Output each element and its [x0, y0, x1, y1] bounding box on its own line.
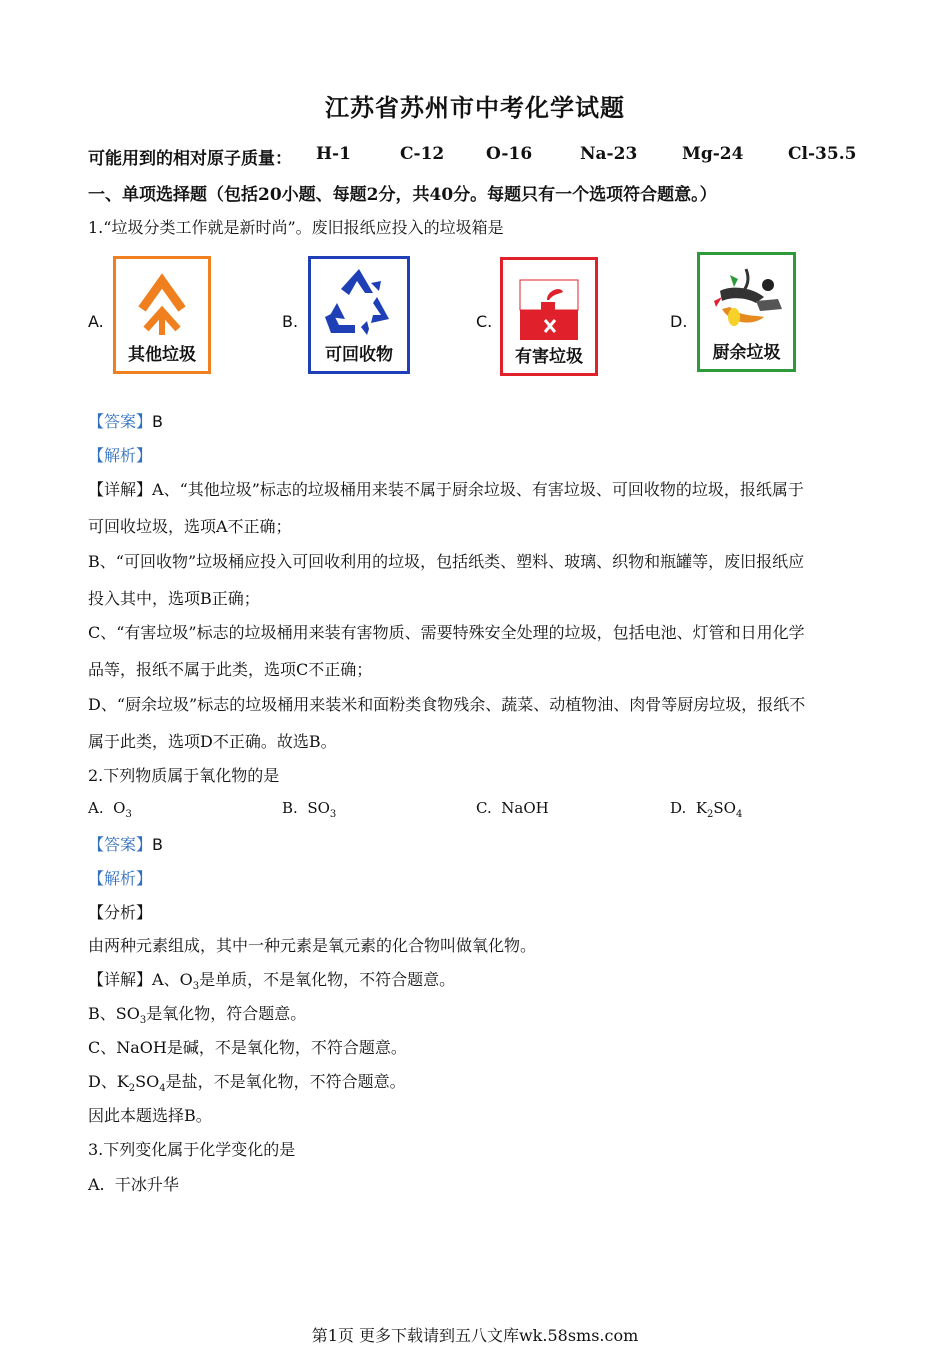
q1-option-a-letter: A. [88, 312, 104, 331]
q2-detail-line-d: D、$K_2SO_4$是盐，不是氧化物，不符合题意。 [88, 1072, 406, 1094]
section-heading: 一、单项选择题（包括20小题、每题2分，共40分。每题只有一个选项符合题意。） [88, 185, 717, 205]
q1-stem: 1.“垃圾分类工作就是新时尚”。废旧报纸应投入的垃圾箱是 [88, 218, 504, 237]
q2-option-b: B. $SO_3$ [282, 799, 337, 820]
q2-stem: 2.下列物质属于氧化物的是 [88, 766, 280, 785]
q1-detail-label: 【详解】 [88, 480, 153, 499]
q1-option-c-label: 有害垃圾 [515, 347, 583, 367]
q1-detail-line-7: D、“厨余垃圾”标志的垃圾桶用来装米和面粉类食物残余、蔬菜、动植物油、肉骨等厨房垃圾，报纸不 [88, 695, 806, 714]
q2-answer-value: B [152, 835, 163, 854]
atomic-mass-cl: Cl-35.5 [788, 144, 857, 164]
q1-detail-line-5: C、“有害垃圾”标志的垃圾桶用来装有害物质、需要特殊安全处理的垃圾，包括电池、灯管和日用化学 [88, 623, 805, 642]
q2-analysis-label: 【解析】 [88, 869, 153, 888]
q1-option-d-sign [697, 252, 796, 372]
q1-detail-line-8: 属于此类，选项D不正确。故选B。 [88, 732, 337, 751]
q3-option-a: A. 干冰升华 [88, 1175, 179, 1194]
page-title: 江苏省苏州市中考化学试题 [325, 93, 625, 122]
q1-option-c-sign [500, 257, 598, 376]
q1-option-b-letter: B. [282, 312, 299, 331]
hazardous-waste-icon [503, 264, 595, 346]
q2-fenxi-label: 【分析】 [88, 903, 153, 922]
q1-answer-value: B [152, 412, 163, 431]
q1-answer [88, 409, 163, 432]
q2-option-c: C. NaOH [476, 799, 549, 817]
q1-detail-line-3: B、“可回收物”垃圾桶应投入可回收利用的垃圾，包括纸类、塑料、玻璃、织物和瓶罐等，废旧报纸应 [88, 552, 805, 571]
q1-option-d-label: 厨余垃圾 [712, 343, 781, 363]
other-waste-icon [116, 263, 208, 343]
page-footer: 第1页 更多下载请到五八文库wk.58sms.com [311, 1326, 639, 1345]
q1-option-b-label: 可回收物 [325, 345, 393, 365]
q2-option-a: A. $O_3$ [88, 799, 132, 820]
q1-option-c-letter: C. [476, 312, 493, 331]
q1-option-b-sign [308, 256, 410, 374]
q1-option-a-label: 其他垃圾 [128, 345, 196, 365]
q2-conclusion: 因此本题选择B。 [88, 1106, 212, 1125]
atomic-mass-h: H-1 [316, 144, 351, 164]
q2-detail-line-a: 【详解】A、$O_3$是单质，不是氧化物，不符合题意。 [88, 970, 456, 992]
atomic-mass-c: C-12 [400, 144, 445, 164]
q1-option-a-sign [113, 256, 211, 374]
q1-detail-line-6: 品等，报纸不属于此类，选项C不正确； [88, 660, 373, 679]
q2-answer [88, 832, 163, 855]
q1-detail-line-1: 【详解】A、“其他垃圾”标志的垃圾桶用来装不属于厨余垃圾、有害垃圾、可回收物的垃圾，报纸属于 [88, 480, 804, 499]
q2-detail-line-c: C、NaOH是碱，不是氧化物，不符合题意。 [88, 1038, 407, 1057]
atomic-mass-mg: Mg-24 [682, 144, 744, 164]
q1-detail-line-2: 可回收垃圾，选项A不正确； [88, 517, 292, 536]
q1-detail-line-4: 投入其中，选项B正确； [88, 589, 260, 608]
q1-answer-label: 【答案】 [88, 412, 153, 431]
recycle-icon [311, 263, 407, 345]
q2-fenxi-text: 由两种元素组成，其中一种元素是氧元素的化合物叫做氧化物。 [88, 936, 537, 955]
q1-option-d-letter: D. [670, 312, 688, 331]
q2-option-d: D. $K_2SO_4$ [670, 799, 743, 820]
q3-stem: 3.下列变化属于化学变化的是 [88, 1140, 296, 1159]
kitchen-waste-icon [700, 257, 793, 341]
atomic-mass-na: Na-23 [580, 144, 638, 164]
q2-detail-line-b: B、$SO_3$是氧化物，符合题意。 [88, 1004, 307, 1026]
q1-analysis-label: 【解析】 [88, 446, 153, 465]
q2-answer-label: 【答案】 [88, 835, 153, 854]
atomic-mass-o: O-16 [486, 144, 533, 164]
atomic-mass-label: 可能用到的相对原子质量： [88, 149, 292, 169]
